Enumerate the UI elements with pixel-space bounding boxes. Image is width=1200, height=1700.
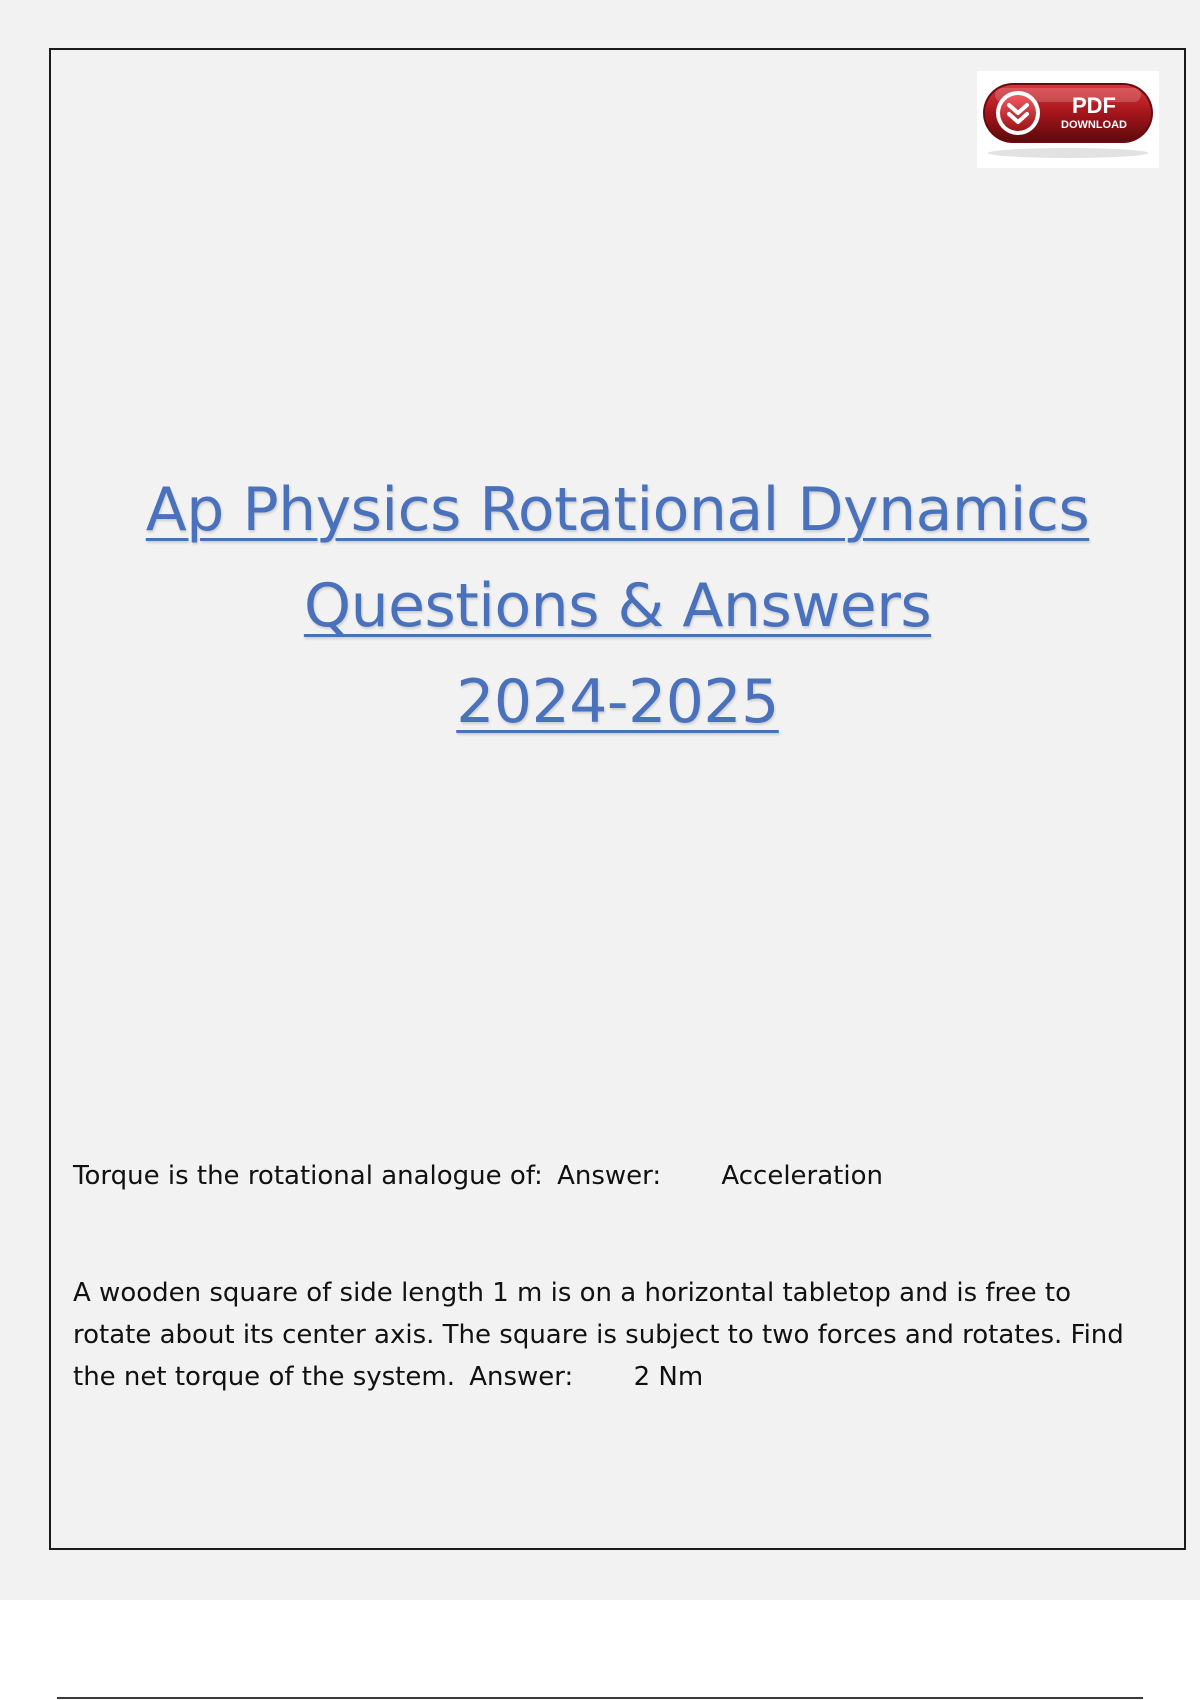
title-line-3: 2024-2025	[456, 667, 779, 737]
badge-download-text: DOWNLOAD	[1061, 119, 1127, 131]
question-text: A wooden square of side length 1 m is on a horizontal tabletop and is free to rotate about its center axis. The square is subject to two forces and rotates. Find the net torque of the system.	[73, 1278, 1124, 1392]
chevron-double-down-icon	[996, 91, 1040, 135]
badge-pdf-text: PDF	[1072, 93, 1116, 118]
title-line-2: Questions & Answers	[303, 571, 932, 641]
title-line-1: Ap Physics Rotational Dynamics	[145, 475, 1090, 545]
pdf-download-button[interactable]	[977, 71, 1159, 168]
question-item	[73, 1155, 1133, 1197]
footer-divider	[57, 1697, 1143, 1699]
document-title	[60, 462, 1175, 750]
question-text: Torque is the rotational analogue of:	[73, 1161, 543, 1191]
answer-text: 2 Nm	[633, 1362, 704, 1392]
answer-text: Acceleration	[721, 1161, 883, 1191]
answer-label: Answer:	[469, 1362, 574, 1392]
question-item	[73, 1272, 1133, 1398]
answer-label: Answer:	[557, 1161, 662, 1191]
